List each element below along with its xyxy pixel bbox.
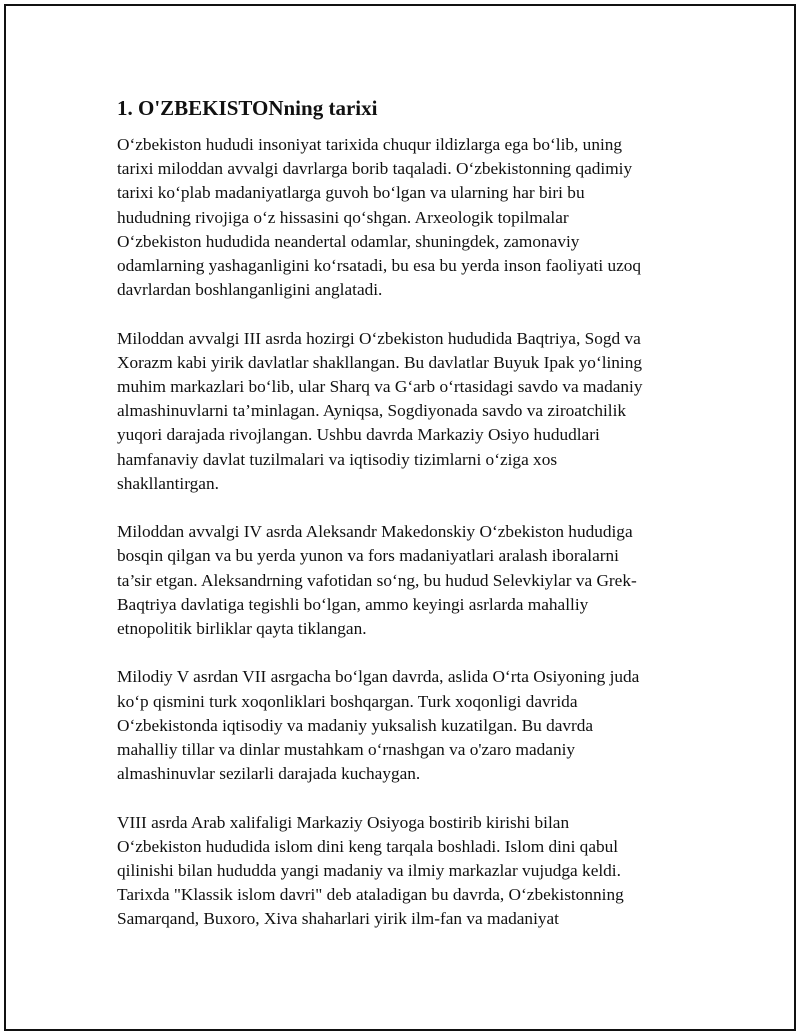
paragraph-4 <box>117 665 685 786</box>
text-line: Miloddan avvalgi III asrda hozirgi O‘zbekiston hududida Baqtriya, Sogd va <box>117 328 641 348</box>
text-line: odamlarning yashaganligini ko‘rsatadi, bu esa bu yerda inson faoliyati uzoq <box>117 256 642 276</box>
text-line: muhim markazlari bo‘lib, ular Sharq va G‘arb o‘rtasidagi savdo va madaniy <box>117 377 643 397</box>
text-line: Miloddan avvalgi IV asrda Aleksandr Makedonskiy O‘zbekiston hududiga <box>117 522 633 542</box>
paragraph-2 <box>117 327 685 496</box>
text-line: Xorazm kabi yirik davlatlar shakllangan. Bu davlatlar Buyuk Ipak yo‘lining <box>117 352 643 372</box>
text-line: O‘zbekiston hududida islom dini keng tarqala boshladi. Islom dini qabul <box>117 836 619 856</box>
text-line: qilinishi bilan hududda yangi madaniy va ilmiy markazlar vujudga keldi. <box>117 861 621 881</box>
section-title: 1. O'ZBEKISTONning tarixi <box>117 96 378 120</box>
text-line: Milodiy V asrdan VII asrgacha bo‘lgan davrda, aslida O‘rta Osiyoning juda <box>117 667 640 687</box>
text-line: ta’sir etgan. Aleksandrning vafotidan so‘ng, bu hudud Selevkiylar va Grek- <box>117 570 637 590</box>
text-line: hududning rivojiga o‘z hissasini qo‘shgan. Arxeologik topilmalar <box>117 207 569 227</box>
text-line: tarixi ko‘plab madaniyatlarga guvoh bo‘lgan va ularning har biri bu <box>117 183 585 203</box>
text-line: almashinuvlar sezilarli darajada kuchaygan. <box>117 764 421 784</box>
text-line: shakllantirgan. <box>117 473 219 493</box>
text-line: mahalliy tillar va dinlar mustahkam o‘rnashgan va o'zaro madaniy <box>117 740 576 760</box>
text-line: tarixi miloddan avvalgi davrlarga borib taqaladi. O‘zbekistonning qadimiy <box>117 159 633 179</box>
paragraph-1 <box>117 133 685 302</box>
document-body <box>117 95 685 956</box>
text-line: etnopolitik birliklar qayta tiklangan. <box>117 619 367 639</box>
text-line: Tarixda "Klassik islom davri" deb ataladigan bu davrda, O‘zbekistonning <box>117 885 624 905</box>
paragraph-5 <box>117 811 685 932</box>
text-line: hamfanaviy davlat tuzilmalari va iqtisodiy tizimlarni o‘ziga xos <box>117 449 558 469</box>
text-line: Baqtriya davlatiga tegishli bo‘lgan, ammo keyingi asrlarda mahalliy <box>117 594 589 614</box>
text-line: almashinuvlarni ta’minlagan. Ayniqsa, Sogdiyonada savdo va ziroatchilik <box>117 401 627 421</box>
text-line: VIII asrda Arab xalifaligi Markaziy Osiyoga bostirib kirishi bilan <box>117 812 570 832</box>
text-line: O‘zbekiston hududi insoniyat tarixida chuqur ildizlarga ega bo‘lib, uning <box>117 135 623 154</box>
text-line: Samarqand, Buxoro, Xiva shaharlari yirik ilm-fan va madaniyat <box>117 909 559 929</box>
paragraph-3 <box>117 520 685 641</box>
text-line: yuqori darajada rivojlangan. Ushbu davrda Markaziy Osiyo hududlari <box>117 425 600 445</box>
text-line: O‘zbekistonda iqtisodiy va madaniy yuksalish kuzatilgan. Bu davrda <box>117 715 594 735</box>
text-line: davrlardan boshlanganligini anglatadi. <box>117 280 383 300</box>
text-line: bosqin qilgan va bu yerda yunon va fors madaniyatlari aralash iboralarni <box>117 546 619 566</box>
text-line: ko‘p qismini turk xoqonliklari boshqargan. Turk xoqonligi davrida <box>117 691 578 711</box>
text-line: O‘zbekiston hududida neandertal odamlar, shuningdek, zamonaviy <box>117 231 580 251</box>
